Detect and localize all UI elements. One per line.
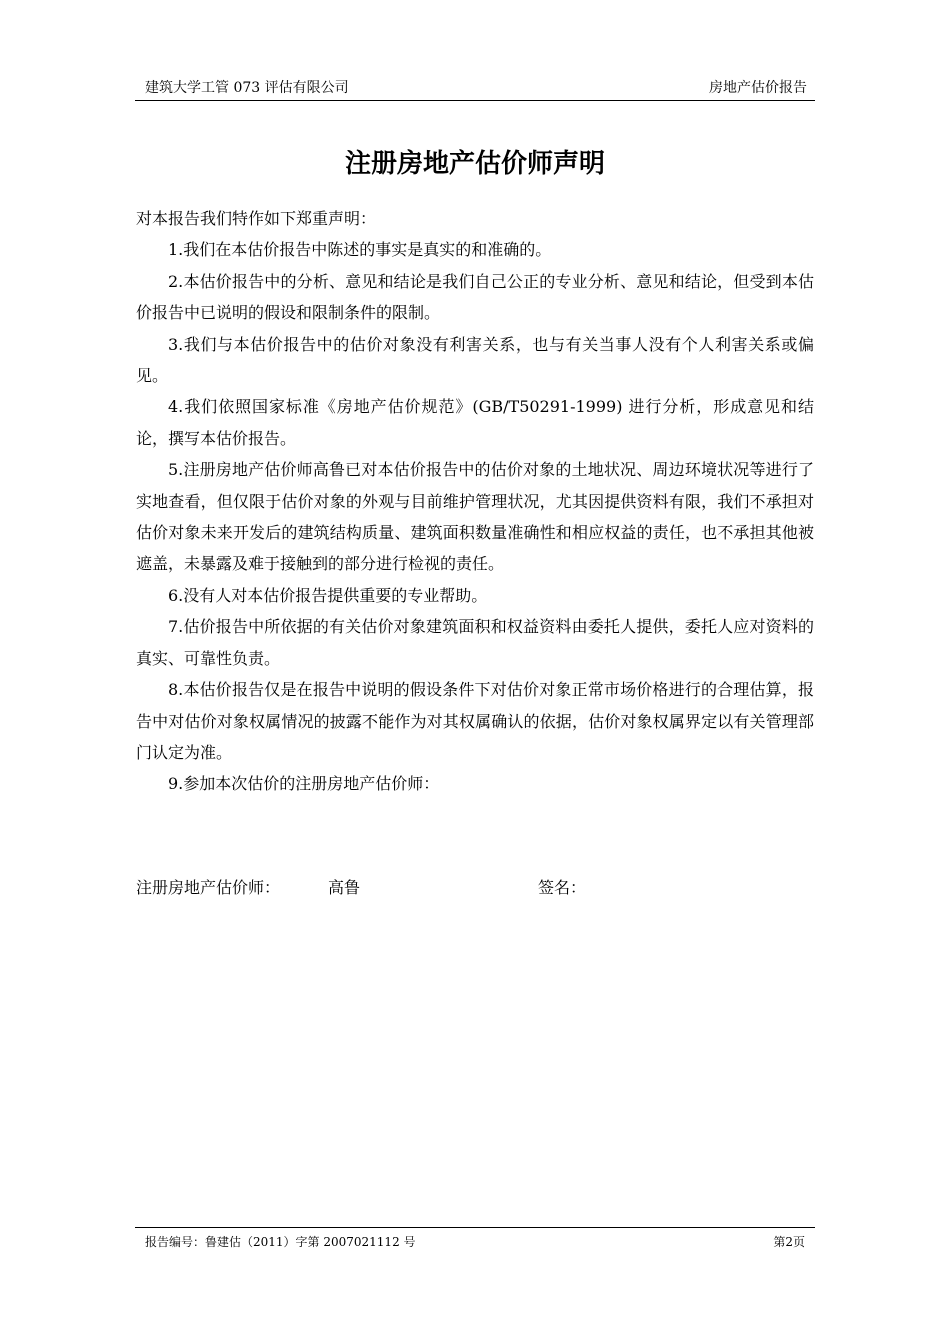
declaration-body xyxy=(136,203,814,800)
signature-label: 签名： xyxy=(538,878,587,897)
appraiser-label: 注册房地产估价师： xyxy=(136,878,281,897)
signature-row xyxy=(136,873,814,903)
statement-7: 7.估价报告中所依据的有关估价对象建筑面积和权益资料由委托人提供，委托人应对资料的真实、可靠性负责。 xyxy=(136,617,814,668)
statement-2: 2.本估价报告中的分析、意见和结论是我们自己公正的专业分析、意见和结论，但受到本估价报告中已说明的假设和限制条件的限制。 xyxy=(136,271,814,323)
statement-6: 6.没有人对本估价报告提供重要的专业帮助。 xyxy=(168,585,488,605)
statement-8: 8.本估价报告仅是在报告中说明的假设条件下对估价对象正常市场价格进行的合理估算，报告中对估价对象权属情况的披露不能作为对其权属确认的依据，估价对象权属界定以有关管理部门认定为准。 xyxy=(136,680,814,762)
page-footer xyxy=(135,1227,815,1249)
page-header xyxy=(135,78,815,101)
appraiser-name: 高鲁 xyxy=(328,878,361,897)
header-company: 建筑大学工管 073 评估有限公司 xyxy=(145,80,349,96)
page-number: 第2页 xyxy=(773,1235,805,1249)
statement-9: 9.参加本次估价的注册房地产估价师： xyxy=(168,774,440,794)
intro-paragraph: 对本报告我们特作如下郑重声明： xyxy=(136,209,377,228)
statement-1: 1.我们在本估价报告中陈述的事实是真实的和准确的。 xyxy=(168,240,552,260)
header-report-type: 房地产估价报告 xyxy=(709,80,807,96)
statement-3: 3.我们与本估价报告中的估价对象没有利害关系，也与有关当事人没有个人利害关系或偏见。 xyxy=(136,334,814,386)
statement-5: 5.注册房地产估价师高鲁已对本估价报告中的估价对象的土地状况、周边环境状况等进行了实地查看，但仅限于估价对象的外观与目前维护管理状况，尤其因提供资料有限，我们不承担对估价对象未来开发后的建筑结构质量、建筑面积数量准确性和相应权益的责任，也不承担其他被遮盖，未暴露及难于接触到的部分进行检视的责任。 xyxy=(136,460,814,574)
statement-4: 4.我们依照国家标准《房地产估价规范》(GB/T50291-1999) 进行分析，形成意见和结论，撰写本估价报告。 xyxy=(136,397,814,448)
report-number: 报告编号：鲁建估（2011）字第 2007021112 号 xyxy=(145,1235,416,1249)
page-title: 注册房地产估价师声明 xyxy=(344,149,605,179)
